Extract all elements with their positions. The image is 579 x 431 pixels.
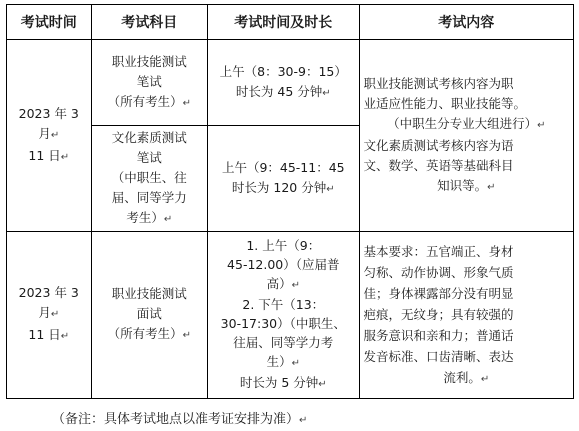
exam-date-cell bbox=[7, 232, 92, 399]
content-line: 疤痕，无纹身；具有较强的 bbox=[363, 306, 514, 322]
content-line: 发音标准、口齿清晰、表达 bbox=[363, 348, 514, 364]
duration-line: 高）↵ bbox=[266, 276, 300, 291]
subject-line: （所有考生）↵ bbox=[107, 326, 191, 341]
footnote: （备注：具体考试地点以准考证安排为准）↵ bbox=[52, 412, 308, 427]
header-exam-duration: 考试时间及时长 bbox=[208, 5, 360, 40]
header-exam-time: 考试时间 bbox=[7, 5, 92, 40]
date-line: 11 日↵ bbox=[28, 327, 70, 342]
subject-line: 文化素质测试 bbox=[111, 129, 187, 145]
date-line: 2023 年 3 bbox=[18, 285, 79, 300]
subject-line: 笔试 bbox=[136, 73, 162, 89]
duration-line: 往届、同等学力考 bbox=[233, 335, 334, 350]
subject-line: 职业技能测试 bbox=[111, 286, 187, 301]
duration-line: 1. 上午（9： bbox=[246, 238, 321, 253]
subject-line: 届、同等学力 bbox=[111, 189, 187, 205]
duration-line: 上午（9：45-11：45 bbox=[221, 159, 345, 175]
duration-line: 时长为 45 分钟↵ bbox=[235, 83, 331, 99]
content-line: 文化素质测试考核内容为语 bbox=[363, 137, 514, 153]
duration-line: 生）↵ bbox=[266, 354, 300, 369]
content-line: 佳；身体裸露部分没有明显 bbox=[363, 285, 514, 301]
content-line: 知识等。↵ bbox=[437, 177, 496, 193]
subject-cell bbox=[91, 232, 207, 399]
subject-line: （所有考生）↵ bbox=[107, 93, 191, 109]
content-line: 匀称、动作协调、形象气质 bbox=[363, 264, 514, 280]
duration-line: 2. 下午（13： bbox=[242, 297, 325, 312]
duration-cell bbox=[208, 232, 360, 399]
duration-cell bbox=[208, 126, 360, 232]
date-line: 2023 年 3 bbox=[18, 105, 79, 121]
content-line: 服务意识和亲和力；普通话 bbox=[363, 327, 514, 343]
header-exam-subject: 考试科目 bbox=[91, 5, 207, 40]
subject-line: （中职生、往 bbox=[111, 169, 187, 185]
content-line: 流利。↵ bbox=[443, 369, 490, 385]
duration-line: 30-17:30）（中职生、 bbox=[220, 316, 346, 331]
duration-line: 上午（8：30-9：15） bbox=[219, 63, 347, 79]
table-header-row bbox=[7, 5, 574, 40]
date-line: 月↵ bbox=[38, 125, 60, 141]
duration-line: 时长为 5 分钟↵ bbox=[239, 375, 327, 390]
content-line: （中职生分专业大组进行）↵ bbox=[387, 115, 546, 131]
duration-line: 时长为 120 分钟↵ bbox=[231, 179, 335, 195]
subject-cell bbox=[91, 40, 207, 126]
content-line: 基本要求：五官端正、身材 bbox=[363, 243, 514, 259]
table-row bbox=[7, 232, 574, 399]
table-row bbox=[7, 40, 574, 126]
subject-line: 职业技能测试 bbox=[111, 53, 187, 69]
content-line: 职业技能测试考核内容为职 bbox=[363, 75, 514, 91]
duration-cell bbox=[208, 40, 360, 126]
subject-line: 面试 bbox=[136, 306, 162, 321]
date-line: 11 日↵ bbox=[28, 147, 70, 163]
content-line: 业适应性能力、职业技能等。 bbox=[363, 95, 527, 111]
subject-line: 考生）↵ bbox=[126, 209, 173, 225]
exam-schedule-table bbox=[6, 4, 574, 399]
content-cell bbox=[359, 232, 573, 399]
subject-line: 笔试 bbox=[136, 149, 162, 165]
exam-date-cell bbox=[7, 40, 92, 232]
subject-cell bbox=[91, 126, 207, 232]
content-cell bbox=[359, 40, 573, 232]
duration-line: 45-12.00）（应届普 bbox=[227, 257, 340, 272]
content-line: 文、数学、英语等基础科目 bbox=[363, 157, 514, 173]
header-exam-content: 考试内容 bbox=[359, 5, 573, 40]
date-line: 月↵ bbox=[38, 305, 60, 320]
